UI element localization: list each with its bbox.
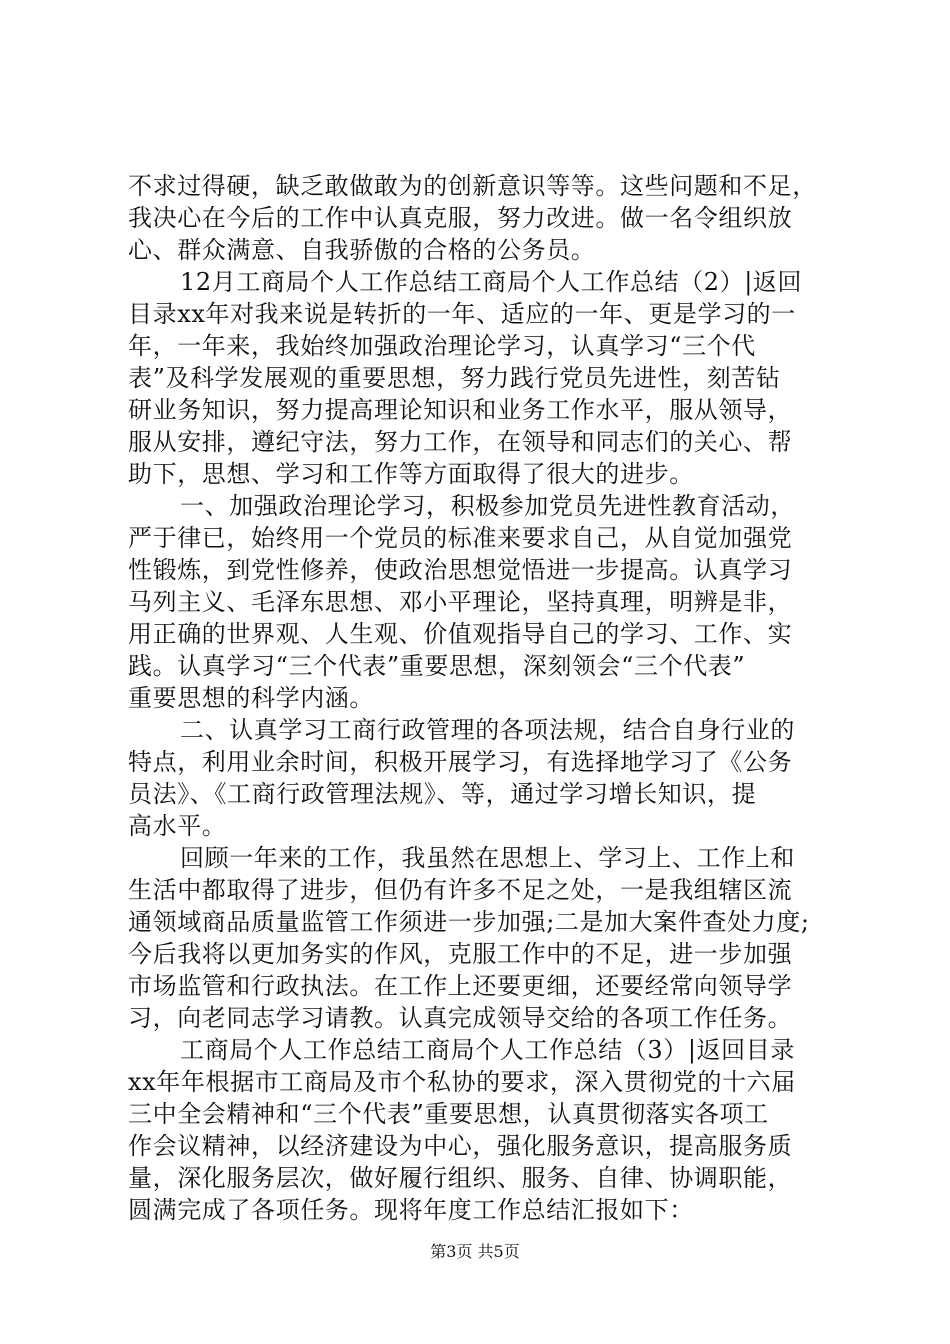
text-line: 性锻炼，到党性修养，使政治思想觉悟进一步提高。认真学习 xyxy=(128,556,793,584)
text-line: xx年年根据市工商局及市个私协的要求，深入贯彻党的十六届 xyxy=(128,1068,796,1096)
text-line: 服从安排，遵纪守法，努力工作，在领导和同志们的关心、帮 xyxy=(128,428,793,456)
text-line: 严于律已，始终用一个党员的标准来要求自己，从自觉加强党 xyxy=(128,524,793,552)
text-line: 年，一年来，我始终加强政治理论学习，认真学习“三个代 xyxy=(128,332,756,360)
text-line: 习，向老同志学习请教。认真完成领导交给的各项工作任务。 xyxy=(128,1004,793,1032)
paragraph xyxy=(128,266,838,490)
paragraph xyxy=(128,1034,838,1226)
text-line: 三中全会精神和“三个代表”重要思想，认真贯彻落实各项工 xyxy=(128,1100,769,1128)
text-line: 二、认真学习工商行政管理的各项法规，结合自身行业的 xyxy=(180,716,795,744)
text-line: 员法》、《工商行政管理法规》、等，通过学习增长知识，提 xyxy=(128,780,757,808)
text-line: 助下，思想、学习和工作等方面取得了很大的进步。 xyxy=(128,460,694,488)
text-line: 马列主义、毛泽东思想、邓小平理论，坚持真理，明辨是非， xyxy=(128,588,793,616)
text-line: 表”及科学发展观的重要思想，努力践行党员先进性，刻苦钻 xyxy=(128,364,781,392)
text-line: 研业务知识，努力提高理论知识和业务工作水平，服从领导， xyxy=(128,396,793,424)
text-line: 今后我将以更加务实的作风，克服工作中的不足，进一步加强 xyxy=(128,940,793,968)
document-body xyxy=(128,170,838,1226)
paragraph xyxy=(128,490,838,714)
text-line: 作会议精神，以经济建设为中心，强化服务意识，提高服务质 xyxy=(128,1132,793,1160)
text-line: 12月工商局个人工作总结工商局个人工作总结（2）|返回 xyxy=(180,268,803,296)
text-line: 圆满完成了各项任务。现将年度工作总结汇报如下： xyxy=(128,1196,694,1224)
text-line: 重要思想的科学内涵。 xyxy=(128,684,374,712)
paragraph xyxy=(128,714,838,842)
text-line: 不求过得硬，缺乏敢做敢为的创新意识等等。这些问题和不足， xyxy=(128,172,817,200)
text-line: 目录xx年对我来说是转折的一年、适应的一年、更是学习的一 xyxy=(128,300,796,328)
text-line: 践。认真学习“三个代表”重要思想，深刻领会“三个代表” xyxy=(128,652,746,680)
text-line: 我决心在今后的工作中认真克服，努力改进。做一名令组织放 xyxy=(128,204,793,232)
text-line: 用正确的世界观、人生观、价值观指导自己的学习、工作、实 xyxy=(128,620,793,648)
text-line: 一、加强政治理论学习，积极参加党员先进性教育活动， xyxy=(180,492,795,520)
text-line: 工商局个人工作总结工商局个人工作总结（3）|返回目录 xyxy=(180,1036,795,1064)
page-number: 第3页 共5页 xyxy=(430,1242,520,1261)
text-line: 通领域商品质量监管工作须进一步加强;二是加大案件查处力度; xyxy=(128,908,810,936)
text-line: 生活中都取得了进步，但仍有许多不足之处，一是我组辖区流 xyxy=(128,876,793,904)
paragraph xyxy=(128,170,838,266)
text-line: 高水平。 xyxy=(128,812,227,840)
text-line: 市场监管和行政执法。在工作上还要更细，还要经常向领导学 xyxy=(128,972,793,1000)
paragraph xyxy=(128,842,838,1034)
text-line: 量，深化服务层次，做好履行组织、服务、自律、协调职能， xyxy=(128,1164,793,1192)
text-line: 特点，利用业余时间，积极开展学习，有选择地学习了《公务 xyxy=(128,748,793,776)
text-line: 回顾一年来的工作，我虽然在思想上、学习上、工作上和 xyxy=(180,844,795,872)
text-line: 心、群众满意、自我骄傲的合格的公务员。 xyxy=(128,236,596,264)
